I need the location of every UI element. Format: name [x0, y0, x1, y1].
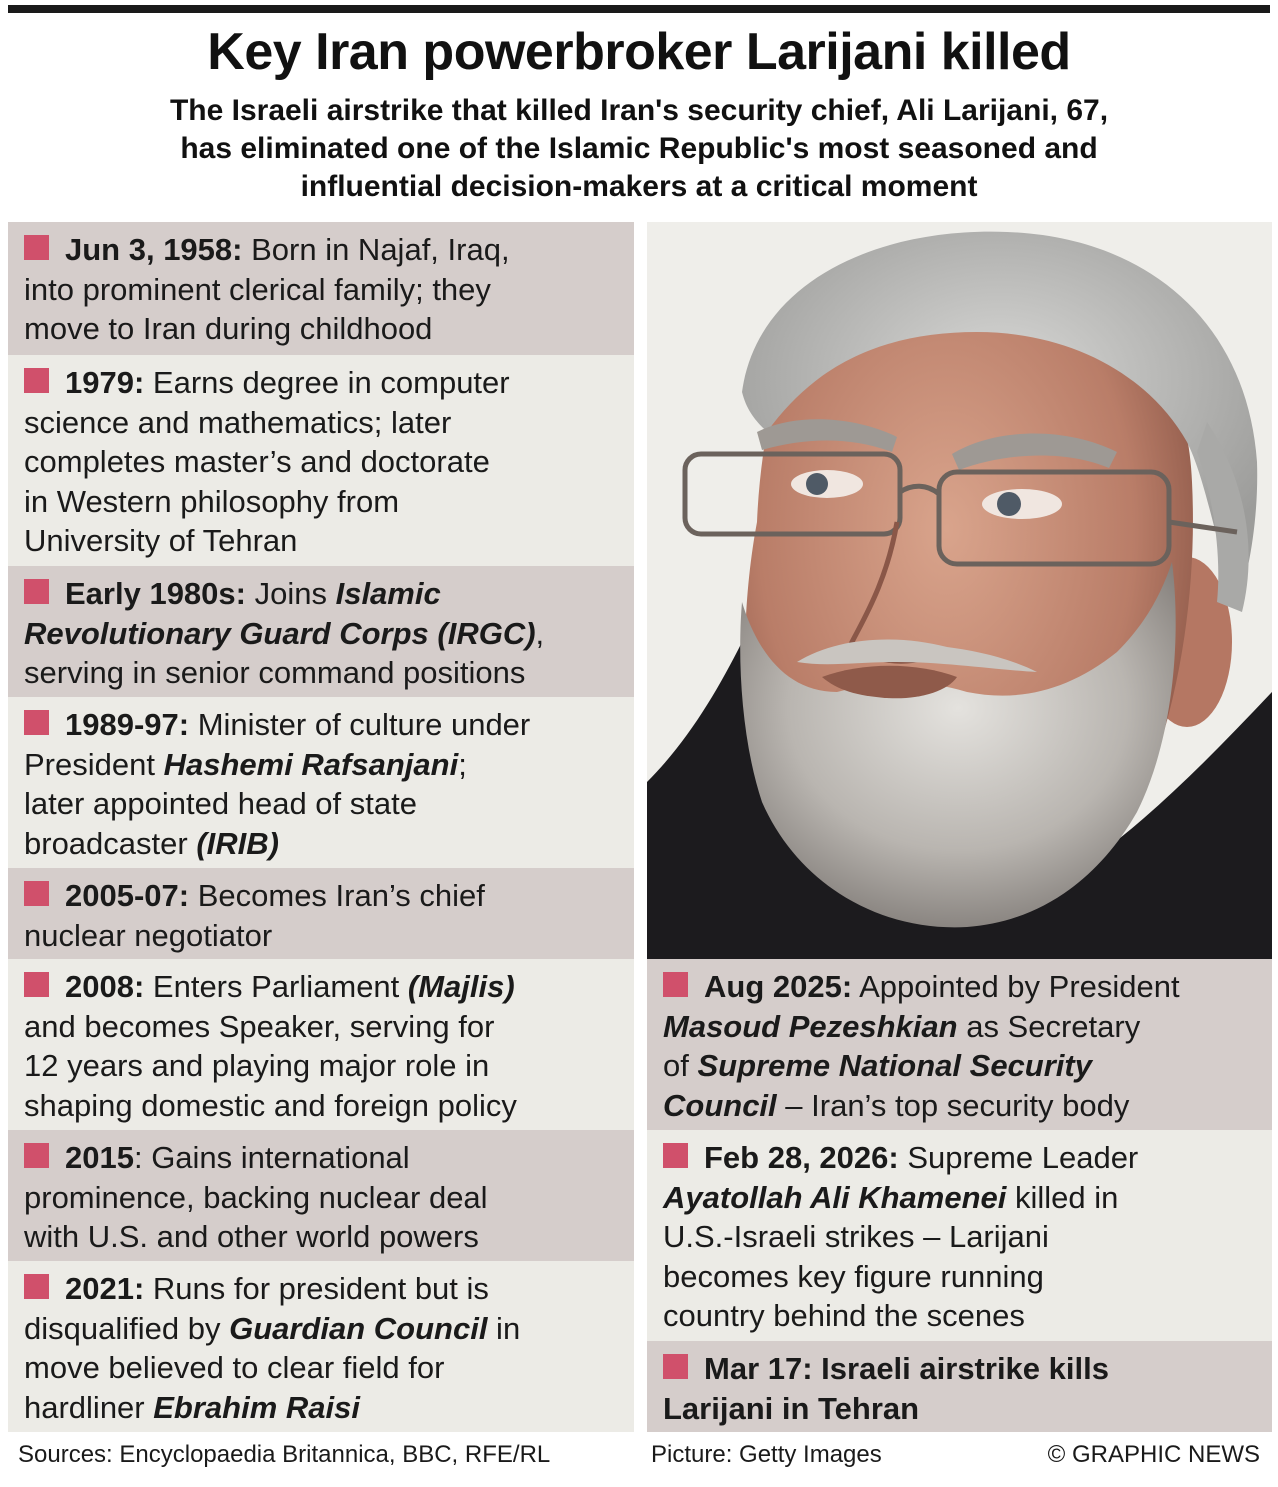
top-rule — [8, 5, 1270, 13]
timeline-text: move to Iran during childhood — [24, 311, 433, 346]
timeline-line — [663, 1349, 1262, 1389]
timeline-line — [663, 1046, 1262, 1086]
timeline-text: Enters Parliament — [144, 969, 408, 1004]
timeline-text: ; — [458, 746, 467, 782]
timeline-emphasis: Hashemi Rafsanjani — [163, 746, 459, 782]
bullet-square-icon — [24, 579, 49, 604]
portrait-photo — [647, 222, 1272, 959]
footer-sources: Sources: Encyclopaedia Britannica, BBC, RFE/RL — [18, 1441, 551, 1468]
timeline-line — [24, 824, 624, 864]
timeline-emphasis: Revolutionary Guard Corps (IRGC) — [24, 615, 536, 651]
timeline-text: completes master’s and doctorate — [24, 444, 490, 479]
page-title: Key Iran powerbroker Larijani killed — [207, 23, 1071, 81]
timeline-date: 1989-97: — [65, 707, 190, 742]
timeline-emphasis: (IRIB) — [196, 825, 279, 861]
timeline-line — [24, 1348, 624, 1388]
timeline-text: shaping domestic and foreign policy — [24, 1087, 517, 1123]
timeline-entry-1989 — [8, 697, 634, 868]
timeline-text: science and mathematics; later — [24, 404, 452, 440]
subtitle-line: has eliminated one of the Islamic Republic's most seasoned and — [180, 132, 1098, 165]
bullet-square-icon — [24, 972, 49, 997]
timeline-line — [663, 1389, 1262, 1429]
timeline-line — [24, 1138, 624, 1178]
timeline-text: , — [535, 615, 545, 651]
timeline-text: in — [487, 1310, 521, 1346]
timeline-date: Feb 28, 2026: — [704, 1140, 899, 1175]
timeline-line — [24, 1007, 624, 1047]
timeline-entry-2008 — [8, 959, 634, 1130]
timeline-text: Earns degree in computer — [144, 365, 510, 400]
timeline-emphasis: Ebrahim Raisi — [153, 1389, 360, 1425]
timeline-line — [24, 442, 624, 482]
timeline-text: with U.S. and other world powers — [24, 1219, 479, 1254]
timeline-line — [24, 745, 624, 785]
timeline-text: later appointed head of state — [24, 786, 417, 821]
timeline-text: University of Tehran — [24, 523, 298, 558]
portrait-illustration — [647, 222, 1272, 959]
timeline-emphasis: Guardian Council — [229, 1310, 488, 1346]
subtitle — [60, 92, 1218, 206]
timeline-text: broadcaster — [24, 825, 197, 861]
timeline-line — [663, 967, 1262, 1007]
timeline-line — [663, 1178, 1262, 1218]
timeline-entry-mar17 — [647, 1341, 1272, 1432]
timeline-strong: Larijani in Tehran — [663, 1390, 920, 1426]
timeline-text: country behind the scenes — [663, 1298, 1025, 1333]
timeline-line — [24, 1178, 624, 1218]
bullet-square-icon — [24, 368, 49, 393]
timeline-line — [24, 1046, 624, 1086]
timeline-line — [24, 916, 624, 956]
footer-copyright: © GRAPHIC NEWS — [1047, 1441, 1260, 1468]
timeline-entry-2005 — [8, 868, 634, 959]
bullet-square-icon — [24, 1143, 49, 1168]
timeline-text: – Iran’s top security body — [776, 1087, 1130, 1123]
timeline-date: 2015 — [65, 1140, 134, 1175]
bullet-square-icon — [24, 1274, 49, 1299]
timeline-line — [24, 1086, 624, 1126]
timeline-text: Joins — [245, 576, 336, 611]
timeline-text: : Gains international — [133, 1140, 410, 1175]
timeline-text: as Secretary — [957, 1008, 1141, 1044]
timeline-text: becomes key figure running — [663, 1258, 1044, 1294]
timeline-text: hardliner — [24, 1389, 154, 1425]
timeline-line — [24, 574, 624, 614]
timeline-text: into prominent clerical family; they — [24, 271, 491, 307]
timeline-entry-2021 — [8, 1261, 634, 1432]
timeline-line — [24, 967, 624, 1007]
timeline-line — [663, 1257, 1262, 1297]
timeline-line — [24, 614, 624, 654]
timeline-line — [663, 1007, 1262, 1047]
timeline-line — [24, 876, 624, 916]
timeline-text: prominence, backing nuclear deal — [24, 1179, 488, 1215]
timeline-line — [24, 521, 624, 561]
timeline-date: 2021: — [65, 1271, 145, 1306]
timeline-line — [663, 1086, 1262, 1126]
timeline-text: Runs for president but is — [144, 1271, 489, 1306]
timeline-line — [24, 403, 624, 443]
timeline-line — [24, 653, 624, 693]
timeline-text: 12 years and playing major role in — [24, 1048, 490, 1083]
timeline-entry-1958 — [8, 222, 634, 355]
timeline-strong: Israeli airstrike kills — [812, 1351, 1109, 1386]
timeline-line — [24, 1217, 624, 1257]
timeline-text: in Western philosophy from — [24, 483, 400, 519]
bullet-square-icon — [663, 972, 688, 997]
footer-picture-credit: Picture: Getty Images — [651, 1441, 882, 1468]
timeline-text: Minister of culture under — [189, 707, 531, 742]
timeline-text: Appointed by President — [852, 969, 1180, 1004]
timeline-text: Supreme Leader — [898, 1140, 1139, 1175]
timeline-emphasis: Supreme National Security — [697, 1048, 1092, 1083]
timeline-line — [24, 270, 624, 310]
timeline-entry-2026 — [647, 1130, 1272, 1341]
timeline-text: disqualified by — [24, 1310, 230, 1346]
subtitle-line: influential decision-makers at a critical moment — [300, 170, 978, 203]
timeline-text: and becomes Speaker, serving for — [24, 1008, 495, 1044]
timeline-emphasis: Islamic — [335, 576, 441, 611]
timeline-text: U.S.-Israeli strikes – Larijani — [663, 1219, 1049, 1254]
timeline-entry-2015 — [8, 1130, 634, 1261]
timeline-emphasis: Masoud Pezeshkian — [663, 1008, 958, 1044]
bullet-square-icon — [663, 1354, 688, 1379]
subtitle-line: The Israeli airstrike that killed Iran's security chief, Ali Larijani, 67, — [169, 94, 1109, 127]
timeline-line — [24, 1388, 624, 1428]
timeline-text: of — [663, 1048, 698, 1083]
timeline-entry-2025 — [647, 959, 1272, 1130]
bullet-square-icon — [663, 1143, 688, 1168]
timeline-entry-1979 — [8, 355, 634, 566]
timeline-date: Jun 3, 1958: — [65, 232, 243, 267]
bullet-square-icon — [24, 881, 49, 906]
timeline-line — [24, 482, 624, 522]
timeline-line — [24, 784, 624, 824]
timeline-date: 1979: — [65, 365, 145, 400]
timeline-text: killed in — [1006, 1179, 1119, 1215]
timeline-line — [663, 1217, 1262, 1257]
timeline-date: Early 1980s: — [65, 576, 246, 611]
timeline-text: nuclear negotiator — [24, 917, 273, 953]
timeline-date: 2008: — [65, 969, 145, 1004]
timeline-emphasis: Council — [663, 1087, 777, 1123]
bullet-square-icon — [24, 235, 49, 260]
timeline-text: Born in Najaf, Iraq, — [242, 232, 510, 267]
timeline-date: 2005-07: — [65, 878, 190, 913]
timeline-line — [663, 1296, 1262, 1336]
timeline-line — [24, 363, 624, 403]
timeline-text: move believed to clear field for — [24, 1350, 445, 1385]
timeline-date: Aug 2025: — [704, 969, 853, 1004]
timeline-emphasis: (Majlis) — [407, 969, 515, 1004]
timeline-text: Becomes Iran’s chief — [189, 878, 485, 913]
bullet-square-icon — [24, 710, 49, 735]
timeline-entry-1980s — [8, 566, 634, 697]
timeline-line — [663, 1138, 1262, 1178]
timeline-emphasis: Ayatollah Ali Khamenei — [663, 1179, 1007, 1215]
timeline-line — [24, 1309, 624, 1349]
timeline-text: serving in senior command positions — [24, 655, 526, 690]
timeline-line — [24, 230, 624, 270]
timeline-text: President — [24, 746, 164, 782]
timeline-line — [24, 309, 624, 349]
timeline-line — [24, 1269, 624, 1309]
timeline-line — [24, 705, 624, 745]
timeline-date: Mar 17: — [704, 1351, 813, 1386]
